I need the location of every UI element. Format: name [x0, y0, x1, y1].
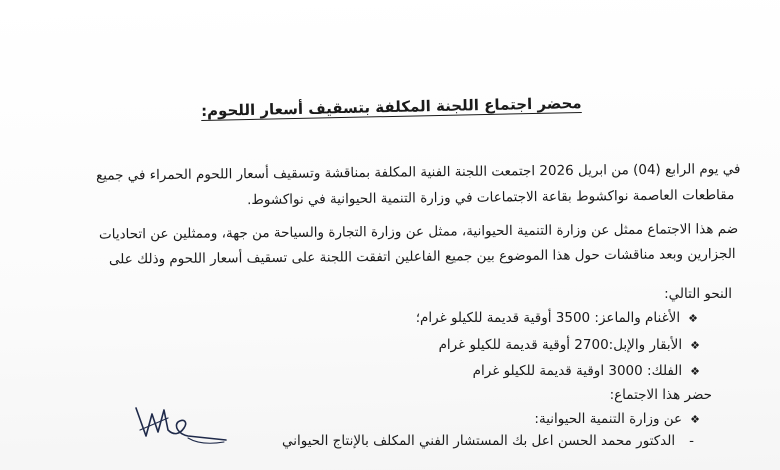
- attendance-person: [282, 432, 694, 450]
- price-item-text: الفلك: 3000 اوقية قديمة للكيلو غرام: [472, 363, 683, 379]
- paragraph-2-line-2: الجزارين وبعد مناقشات حول هذا الموضوع بين جميع الفاعلين اتفقت اللجنة على تسقيف أسعار اللحوم وذلك على: [109, 246, 737, 268]
- paragraph-1-line-1: في يوم الرابع (04) من ابريل 2026 اجتمعت اللجنة الفنية المكلفة بمناقشة وتسقيف أسعار اللحوم الحمراء في جميع: [95, 161, 741, 184]
- attendance-ministry-text: عن وزارة التنمية الحيوانية:: [534, 411, 683, 427]
- attendance-heading: حضر هذا الاجتماع:: [609, 387, 712, 403]
- price-item: [439, 336, 700, 355]
- price-item: [416, 309, 698, 328]
- paragraph-1-line-2: مقاطعات العاصمة نواكشوط بقاعة الاجتماعات في وزارة التنمية الحيوانية في نواكشوط.: [246, 187, 735, 209]
- dash-marker: -: [689, 433, 694, 449]
- paragraph-2-line-3: النحو التالي:: [664, 286, 732, 302]
- bullet-icon: ❖: [690, 413, 700, 426]
- attendance-ministry: [534, 410, 700, 429]
- bullet-icon: ❖: [688, 312, 698, 325]
- signature-icon: [128, 400, 228, 450]
- bullet-icon: ❖: [690, 339, 700, 352]
- attendance-person-text: الدكتور محمد الحسن اعل بك المستشار الفني المكلف بالإنتاج الحيواني: [281, 433, 676, 449]
- price-item-text: الأبقار والإبل:2700 أوقية قديمة للكيلو غرام: [438, 337, 683, 353]
- price-item-text: الأغنام والماعز: 3500 أوقية قديمة للكيلو غرام؛: [415, 310, 681, 326]
- bullet-icon: ❖: [690, 365, 700, 378]
- document-title: محضر اجتماع اللجنة المكلفة بتسقيف أسعار اللحوم:: [201, 94, 583, 120]
- paragraph-2-line-1: ضم هذا الاجتماع ممثل عن وزارة التنمية الحيوانية، ممثل عن وزارة التجارة والسياحة من جهة، وممثلين عن اتحاديات: [98, 221, 739, 243]
- price-item: [473, 362, 700, 381]
